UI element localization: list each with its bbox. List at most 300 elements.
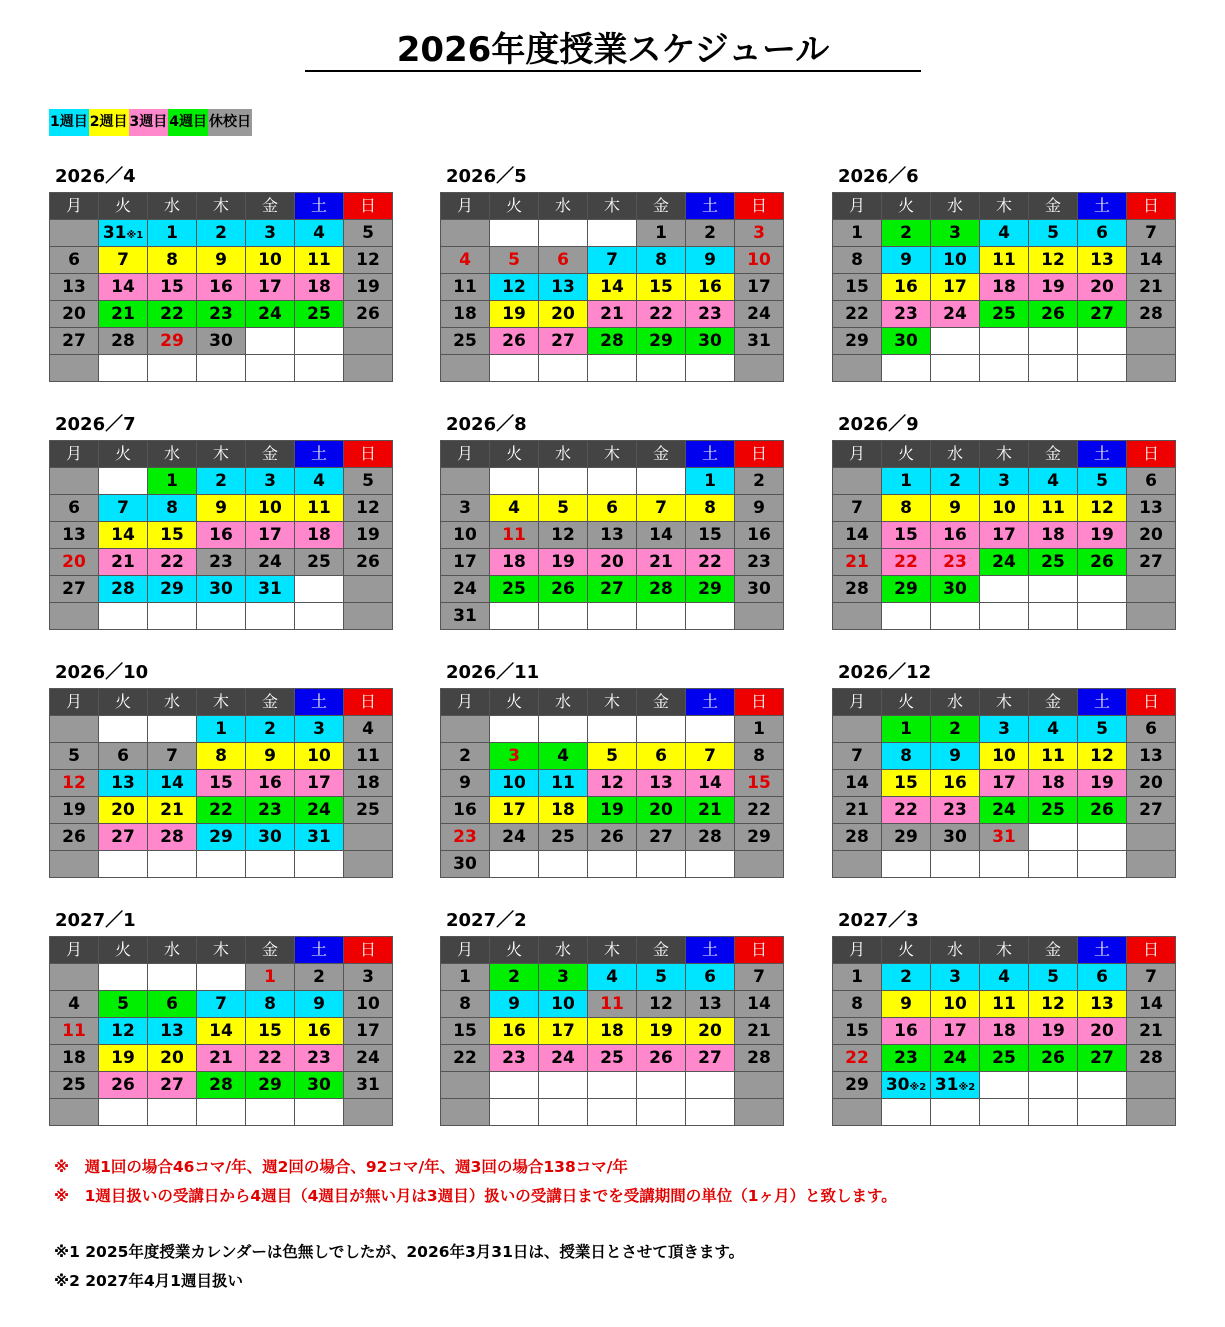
note-line: ※2 2027年4月1週目扱い	[54, 1272, 243, 1290]
day-number: 15	[894, 525, 918, 545]
day-number: 17	[453, 552, 477, 572]
month-title: 2026／10	[55, 662, 149, 683]
day-cell	[1127, 716, 1176, 743]
notes	[54, 1153, 1204, 1296]
day-cell	[148, 851, 197, 878]
day-number: 31	[747, 331, 771, 351]
weekday-header: 土	[686, 689, 735, 716]
day-cell	[686, 851, 735, 878]
day-cell	[833, 851, 882, 878]
day-cell	[882, 495, 931, 522]
legend-item: 3週目	[129, 109, 169, 136]
day-cell	[833, 770, 882, 797]
day-cell	[295, 743, 344, 770]
day-cell	[148, 603, 197, 630]
day-cell	[980, 328, 1029, 355]
day-cell	[882, 851, 931, 878]
day-number: 7	[704, 746, 716, 766]
day-number: 17	[356, 1021, 380, 1041]
day-cell	[1029, 220, 1078, 247]
day-number: 16	[894, 1021, 918, 1041]
day-number: 22	[698, 552, 722, 572]
weekday-header: 木	[980, 441, 1029, 468]
day-cell	[931, 468, 980, 495]
month-calendar	[832, 658, 1175, 878]
day-cell	[295, 1018, 344, 1045]
weekday-header: 金	[246, 193, 295, 220]
day-number: 5	[606, 746, 618, 766]
day-number: 8	[264, 994, 276, 1014]
day-number: 23	[502, 1048, 526, 1068]
day-number: 21	[111, 552, 135, 572]
day-cell	[833, 355, 882, 382]
month-calendar	[440, 906, 783, 1126]
day-number: 28	[747, 1048, 771, 1068]
day-cell	[295, 603, 344, 630]
day-cell	[246, 468, 295, 495]
day-cell	[490, 274, 539, 301]
day-cell	[882, 1072, 931, 1099]
day-number: 15	[160, 525, 184, 545]
day-cell	[637, 1099, 686, 1126]
day-number: 24	[356, 1048, 380, 1068]
day-cell	[686, 743, 735, 770]
day-cell	[1078, 991, 1127, 1018]
day-cell	[148, 549, 197, 576]
day-cell	[246, 495, 295, 522]
day-cell	[882, 522, 931, 549]
day-cell	[295, 824, 344, 851]
day-number: 23	[307, 1048, 331, 1068]
weekday-header: 土	[295, 193, 344, 220]
day-cell	[295, 964, 344, 991]
day-number: 17	[943, 1021, 967, 1041]
day-number: 23	[258, 800, 282, 820]
day-cell	[490, 1099, 539, 1126]
weekday-header: 日	[735, 193, 784, 220]
day-cell	[50, 328, 99, 355]
day-cell	[980, 851, 1029, 878]
day-number: 13	[111, 773, 135, 793]
day-number: 22	[209, 800, 233, 820]
day-cell	[197, 576, 246, 603]
day-cell	[588, 1099, 637, 1126]
day-number: 10	[307, 746, 331, 766]
day-cell	[833, 1045, 882, 1072]
day-cell	[686, 1072, 735, 1099]
month-title: 2026／11	[446, 662, 540, 683]
day-cell	[980, 964, 1029, 991]
day-cell	[882, 247, 931, 274]
day-number: 10	[992, 746, 1016, 766]
day-number: 12	[1090, 498, 1114, 518]
day-cell	[1029, 576, 1078, 603]
day-number: 13	[551, 277, 575, 297]
day-cell	[637, 991, 686, 1018]
day-number: 19	[1090, 525, 1114, 545]
day-cell	[1078, 576, 1127, 603]
day-number: 22	[649, 304, 673, 324]
day-number: 12	[1041, 250, 1065, 270]
day-cell	[882, 743, 931, 770]
day-number: 20	[698, 1021, 722, 1041]
day-cell	[882, 716, 931, 743]
day-number: 2	[459, 746, 471, 766]
day-number: 25	[600, 1048, 624, 1068]
day-number: 13	[62, 277, 86, 297]
day-number: 8	[166, 250, 178, 270]
day-number: 13	[1139, 746, 1163, 766]
day-number: 2	[264, 719, 276, 739]
day-cell	[931, 328, 980, 355]
day-cell	[148, 522, 197, 549]
day-number: 18	[1041, 525, 1065, 545]
day-cell	[1029, 603, 1078, 630]
day-number: 22	[747, 800, 771, 820]
day-cell	[539, 964, 588, 991]
day-number: 18	[307, 525, 331, 545]
day-cell	[1029, 549, 1078, 576]
day-cell	[50, 851, 99, 878]
day-number: 7	[1145, 223, 1157, 243]
day-cell	[246, 1072, 295, 1099]
day-cell	[197, 468, 246, 495]
day-number: 7	[851, 498, 863, 518]
day-cell	[490, 495, 539, 522]
month-grid	[440, 192, 784, 382]
day-cell	[148, 716, 197, 743]
day-number: 20	[1139, 525, 1163, 545]
day-cell	[882, 824, 931, 851]
day-cell	[441, 603, 490, 630]
day-cell	[99, 1072, 148, 1099]
weekday-header: 土	[295, 441, 344, 468]
day-cell	[441, 328, 490, 355]
weekday-header: 金	[637, 193, 686, 220]
weekday-header: 木	[980, 193, 1029, 220]
weekday-header: 木	[588, 193, 637, 220]
day-cell	[197, 247, 246, 274]
day-number: 1	[166, 471, 178, 491]
day-number: 29	[894, 827, 918, 847]
day-number: 25	[307, 552, 331, 572]
weekday-header: 日	[344, 193, 393, 220]
day-cell	[148, 274, 197, 301]
day-number: 21	[1139, 277, 1163, 297]
day-number: 27	[1090, 304, 1114, 324]
month-grid	[49, 936, 393, 1126]
day-cell	[99, 247, 148, 274]
day-number: 6	[704, 967, 716, 987]
month-calendar	[440, 658, 783, 878]
day-number: 15	[845, 277, 869, 297]
day-cell	[197, 522, 246, 549]
day-cell	[686, 603, 735, 630]
day-cell	[1029, 355, 1078, 382]
day-cell	[441, 247, 490, 274]
day-number: 3	[459, 498, 471, 518]
day-number: 29	[894, 579, 918, 599]
day-number: 18	[356, 773, 380, 793]
note-line: ※ 週1回の場合46コマ/年、週2回の場合、92コマ/年、週3回の場合138コマ/年	[54, 1158, 628, 1176]
day-cell	[588, 355, 637, 382]
day-cell	[344, 522, 393, 549]
weekday-header: 火	[99, 441, 148, 468]
day-cell	[980, 991, 1029, 1018]
day-cell	[99, 468, 148, 495]
day-number: 3	[313, 719, 325, 739]
day-cell	[931, 964, 980, 991]
day-cell	[539, 495, 588, 522]
day-cell	[246, 247, 295, 274]
day-cell	[539, 328, 588, 355]
day-cell	[833, 991, 882, 1018]
day-cell	[980, 770, 1029, 797]
day-cell	[980, 355, 1029, 382]
day-number: 4	[362, 719, 374, 739]
day-cell	[1078, 797, 1127, 824]
day-cell	[197, 964, 246, 991]
day-cell	[686, 1099, 735, 1126]
day-cell	[99, 549, 148, 576]
day-cell	[1078, 247, 1127, 274]
month-grid	[832, 192, 1176, 382]
day-cell	[833, 549, 882, 576]
day-cell	[1127, 1018, 1176, 1045]
day-cell	[686, 495, 735, 522]
day-cell	[735, 301, 784, 328]
day-number: 24	[943, 304, 967, 324]
day-number: 6	[1145, 471, 1157, 491]
day-number: 26	[111, 1075, 135, 1095]
day-number: 15	[747, 773, 771, 793]
day-number: 17	[992, 773, 1016, 793]
day-number: 13	[1090, 994, 1114, 1014]
day-cell	[1127, 964, 1176, 991]
day-number: 15	[649, 277, 673, 297]
day-cell	[344, 247, 393, 274]
day-number: 19	[1041, 277, 1065, 297]
day-number: 29	[845, 331, 869, 351]
day-cell	[637, 1018, 686, 1045]
day-cell	[539, 1018, 588, 1045]
day-number: 30	[943, 579, 967, 599]
day-number: 21	[160, 800, 184, 820]
day-cell	[295, 495, 344, 522]
day-number: 26	[1090, 552, 1114, 572]
day-cell	[539, 220, 588, 247]
day-cell	[539, 301, 588, 328]
day-number: 9	[508, 994, 520, 1014]
day-cell	[931, 549, 980, 576]
day-cell	[539, 1099, 588, 1126]
day-cell	[490, 1045, 539, 1072]
day-cell	[197, 549, 246, 576]
day-number: 3	[998, 471, 1010, 491]
day-cell	[441, 549, 490, 576]
day-cell	[735, 797, 784, 824]
day-cell	[637, 964, 686, 991]
day-number: 21	[111, 304, 135, 324]
day-cell	[735, 355, 784, 382]
day-cell	[588, 1018, 637, 1045]
day-cell	[637, 743, 686, 770]
day-cell	[197, 220, 246, 247]
day-cell	[980, 468, 1029, 495]
day-number: 27	[1139, 800, 1163, 820]
day-number: 29	[747, 827, 771, 847]
weekday-header: 水	[931, 689, 980, 716]
day-cell	[588, 743, 637, 770]
day-number: 12	[649, 994, 673, 1014]
day-number: 9	[313, 994, 325, 1014]
weekday-header: 木	[588, 441, 637, 468]
day-cell	[539, 1072, 588, 1099]
day-cell	[735, 1099, 784, 1126]
day-number: 10	[258, 498, 282, 518]
weekday-header: 土	[1078, 441, 1127, 468]
day-cell	[1127, 247, 1176, 274]
day-cell	[1029, 301, 1078, 328]
day-cell	[882, 468, 931, 495]
day-number: 8	[459, 994, 471, 1014]
day-cell	[588, 851, 637, 878]
day-cell	[686, 328, 735, 355]
weekday-header: 火	[490, 937, 539, 964]
day-cell	[1078, 274, 1127, 301]
day-cell	[735, 964, 784, 991]
day-cell	[99, 1018, 148, 1045]
day-cell	[588, 716, 637, 743]
day-cell	[931, 1018, 980, 1045]
day-cell	[344, 824, 393, 851]
day-cell	[1078, 355, 1127, 382]
month-title: 2026／4	[55, 166, 136, 187]
weekday-header: 金	[1029, 441, 1078, 468]
day-number: 13	[698, 994, 722, 1014]
day-number: 28	[845, 579, 869, 599]
day-number: 29	[209, 827, 233, 847]
weekday-header: 水	[931, 193, 980, 220]
day-cell	[295, 328, 344, 355]
month-grid	[832, 936, 1176, 1126]
day-cell	[1029, 797, 1078, 824]
day-cell	[295, 770, 344, 797]
day-cell	[197, 991, 246, 1018]
day-number: 4	[998, 967, 1010, 987]
weekday-header: 土	[1078, 689, 1127, 716]
day-number: 4	[313, 471, 325, 491]
month-grid	[832, 688, 1176, 878]
day-number: 28	[1139, 304, 1163, 324]
day-number: 2	[704, 223, 716, 243]
day-cell	[441, 770, 490, 797]
day-cell	[588, 991, 637, 1018]
day-cell	[344, 495, 393, 522]
month-title: 2027／1	[55, 910, 136, 931]
day-number: 26	[1041, 304, 1065, 324]
day-cell	[50, 576, 99, 603]
day-cell	[1127, 770, 1176, 797]
day-cell	[539, 468, 588, 495]
day-number: 9	[215, 250, 227, 270]
weekday-header: 火	[99, 193, 148, 220]
month-title: 2027／3	[838, 910, 919, 931]
day-cell	[735, 1072, 784, 1099]
day-cell	[148, 770, 197, 797]
day-number: 20	[62, 552, 86, 572]
day-cell	[344, 991, 393, 1018]
day-cell	[295, 1072, 344, 1099]
day-cell	[246, 576, 295, 603]
day-cell	[490, 1072, 539, 1099]
day-cell	[490, 220, 539, 247]
day-cell	[980, 824, 1029, 851]
day-number: 3	[557, 967, 569, 987]
day-number: 19	[551, 552, 575, 572]
day-number: 20	[551, 304, 575, 324]
day-cell	[1029, 743, 1078, 770]
day-number: 14	[1139, 994, 1163, 1014]
day-number: 11	[502, 525, 526, 545]
day-number: 8	[704, 498, 716, 518]
day-cell	[50, 1018, 99, 1045]
note-line	[54, 1211, 1204, 1238]
day-cell	[246, 220, 295, 247]
day-cell	[735, 495, 784, 522]
weekday-header: 土	[1078, 937, 1127, 964]
day-cell	[686, 576, 735, 603]
day-number: 4	[459, 250, 471, 270]
day-number: 30	[894, 331, 918, 351]
day-number: 7	[753, 967, 765, 987]
day-number: 11	[992, 250, 1016, 270]
day-cell	[1127, 851, 1176, 878]
day-number: 14	[845, 525, 869, 545]
day-number: 18	[62, 1048, 86, 1068]
day-cell	[735, 468, 784, 495]
day-cell	[490, 743, 539, 770]
weekday-header: 火	[490, 441, 539, 468]
day-cell	[1029, 247, 1078, 274]
day-cell	[931, 1099, 980, 1126]
legend	[49, 109, 252, 136]
day-cell	[980, 522, 1029, 549]
day-cell	[197, 770, 246, 797]
day-cell	[539, 355, 588, 382]
day-number: 14	[111, 277, 135, 297]
month-calendar	[49, 410, 392, 630]
weekday-header: 日	[1127, 689, 1176, 716]
day-cell	[50, 797, 99, 824]
weekday-header: 木	[980, 937, 1029, 964]
day-cell	[882, 603, 931, 630]
day-number: 1	[851, 223, 863, 243]
day-cell	[931, 716, 980, 743]
day-number: 27	[649, 827, 673, 847]
day-number: 12	[1090, 746, 1114, 766]
legend-item: 1週目	[49, 109, 89, 136]
day-cell	[99, 576, 148, 603]
day-cell	[50, 522, 99, 549]
day-cell	[686, 247, 735, 274]
day-cell	[1127, 468, 1176, 495]
day-cell	[50, 1045, 99, 1072]
day-cell	[50, 716, 99, 743]
day-number: 23	[747, 552, 771, 572]
day-cell	[1127, 328, 1176, 355]
day-cell	[295, 549, 344, 576]
